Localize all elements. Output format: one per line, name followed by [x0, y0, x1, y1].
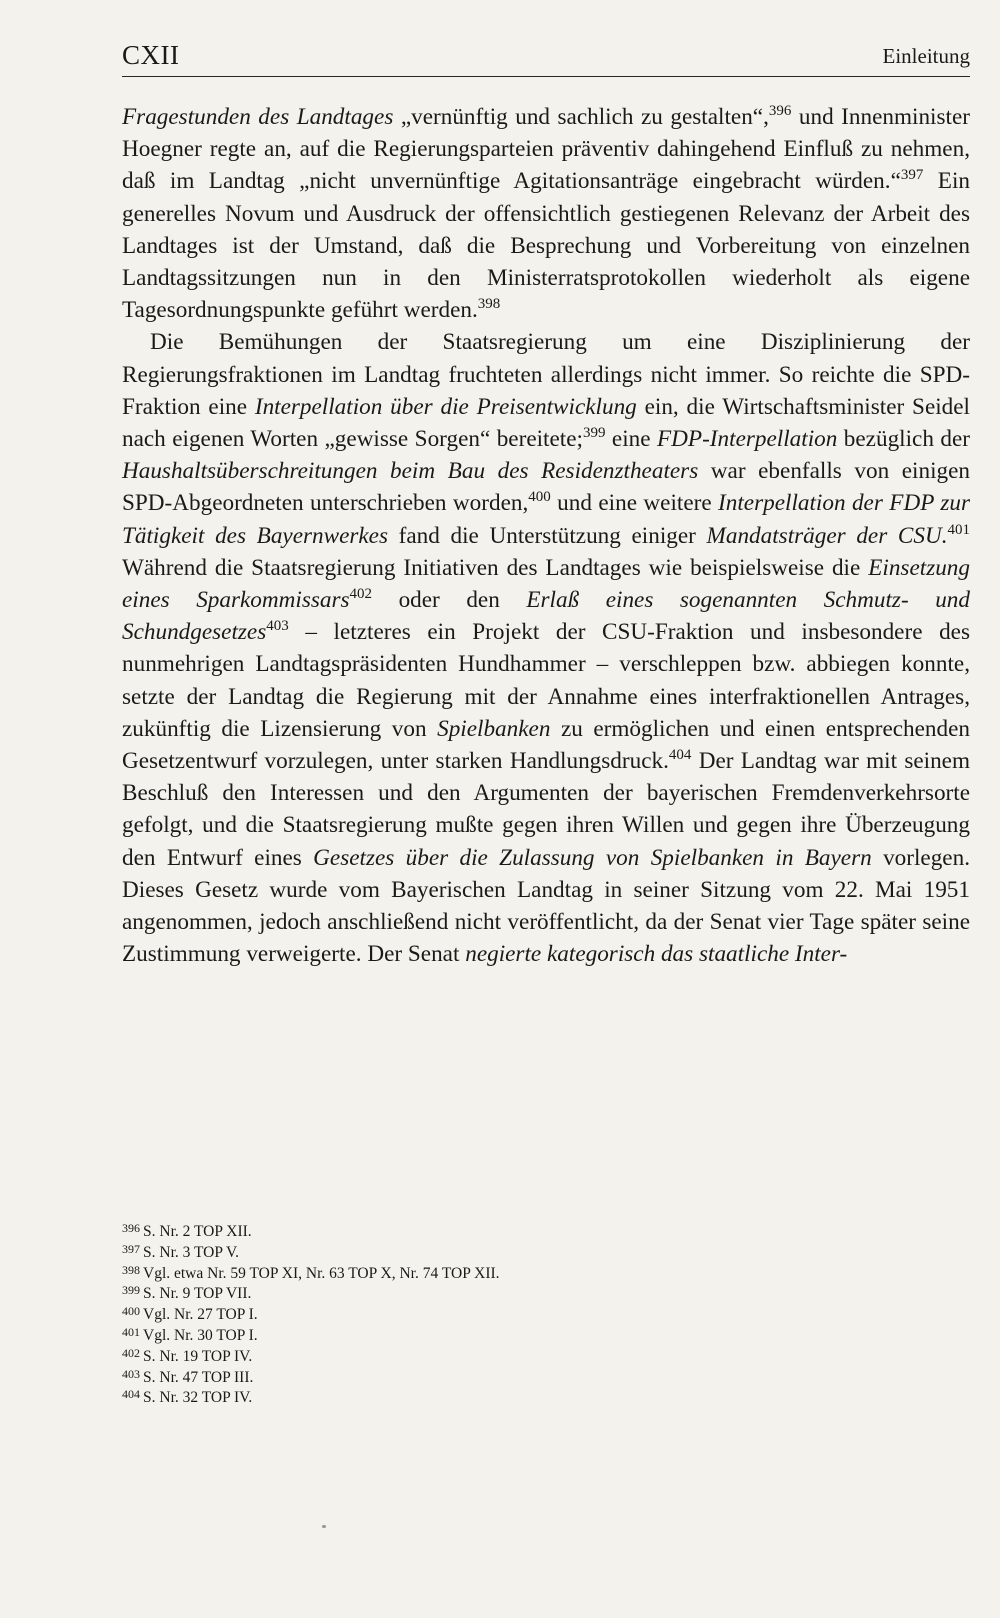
italic-text: Mandatsträger der CSU. [706, 522, 948, 549]
text-run: Der Landtag war mit seinem Beschluß den Interessen und den Argumenten der bayerischen Fremdenverkehrsorte gefolgt, und die Staatsregierung mußte gegen ihren Willen und gegen ihre Überzeugung den Entwurf eines [122, 748, 970, 871]
footnote-text: S. Nr. 19 TOP IV. [143, 1347, 253, 1365]
text-run: „vernünftig und sachlich zu gestalten“, [393, 104, 769, 130]
footnote-number: 403 [122, 1366, 140, 1381]
footnote-reference: 404 [668, 747, 692, 764]
footnote [122, 1326, 822, 1347]
text-run: oder den [372, 587, 527, 614]
running-title: Einleitung [882, 44, 970, 68]
footnote-reference: 400 [528, 489, 551, 506]
footnote [122, 1388, 822, 1409]
italic-text: FDP-Interpellation [657, 426, 838, 453]
footnote [122, 1347, 822, 1368]
footnotes [122, 1222, 822, 1409]
footnote-text: S. Nr. 3 TOP V. [143, 1243, 240, 1261]
italic-text: Interpellation über die Preisentwicklung [254, 393, 637, 420]
footnote-text: S. Nr. 47 TOP III. [143, 1368, 254, 1386]
page-header [122, 40, 970, 77]
text-run: bezüglich der [837, 426, 970, 453]
body-text [122, 101, 970, 970]
italic-text: negierte kategorisch das staatliche Inter- [465, 941, 848, 968]
italic-text: Interpellation der FDP zur Tätigkeit des Bayernwerkes [122, 490, 970, 549]
text-run: – letzteres ein Projekt der CSU-Fraktion und insbesondere des nunmehrigen Landtagspräsidenten Hundhammer – verschleppen bzw. abbiegen konnte, setzte der Landtag die Regierung mit der Annahme eines interfraktionellen Antrages, zukünftig die Lizensierung von [122, 619, 970, 742]
footnote-number: 400 [122, 1304, 140, 1319]
paragraph [122, 326, 970, 970]
text-run: eine [605, 426, 658, 453]
footnote-reference: 401 [947, 521, 970, 538]
text-run: vorlegen. Dieses Gesetz wurde vom Bayerischen Landtag in seiner Sitzung vom 22. Mai 1951 angenommen, jedoch anschließend nicht veröffentlicht, da der Senat vier Tage später seine Zustimmung verweigerte. Der Senat [122, 844, 970, 968]
footnote-reference: 403 [266, 618, 289, 635]
footnote-text: Vgl. Nr. 30 TOP I. [143, 1326, 258, 1344]
footnote-number: 404 [122, 1387, 140, 1402]
footnote-text: Vgl. etwa Nr. 59 TOP XI, Nr. 63 TOP X, Nr. 74 TOP XII. [143, 1264, 500, 1282]
text-run: war ebenfalls von einigen SPD-Abgeordneten unterschrieben worden, [122, 458, 971, 517]
text-run: zu ermöglichen und einen entsprechenden Gesetzentwurf vorzulegen, unter starken Handlungsdruck. [122, 715, 970, 775]
footnote-number: 398 [122, 1262, 140, 1277]
footnote-number: 396 [122, 1221, 140, 1235]
footnote-reference: 397 [900, 167, 924, 184]
footnote-number: 402 [122, 1345, 140, 1360]
footnote [122, 1264, 822, 1285]
text-run: und eine weitere [550, 490, 719, 517]
footnote [122, 1305, 822, 1326]
italic-text: Erlaß eines sogenannten Schmutz- und Schundgesetzes [122, 587, 970, 646]
italic-text: Einsetzung eines Sparkommissars [122, 554, 970, 614]
footnote [122, 1284, 822, 1305]
text-run: und Innenminister Hoegner regte an, auf die Regierungsparteien präventiv dahingehend Einfluß zu nehmen, daß im Landtag „nicht unvernünftige Agitationsanträge eingebracht würden.“ [122, 104, 970, 195]
text-run: Die Bemühungen der Staatsregierung um eine Disziplinierung der Regierungsfraktionen im Landtag fruchteten allerdings nicht immer. So reichte die SPD-Fraktion eine [122, 329, 970, 420]
italic-text: Haushaltsüberschreitungen beim Bau des Residenztheaters [122, 458, 699, 485]
page-speck [322, 1525, 326, 1528]
footnote-reference: 399 [582, 425, 606, 442]
footnote-number: 397 [122, 1241, 140, 1256]
text-run: fand die Unterstützung einiger [388, 522, 707, 549]
text-run: ein, die Wirtschaftsminister Seidel nach eigenen Worten „gewisse Sorgen“ bereitete; [122, 393, 971, 453]
paragraph [122, 101, 970, 326]
text-run: Ein generelles Novum und Ausdruck der offensichtlich gestiegenen Relevanz der Arbeit des Landtages ist der Umstand, daß die Besprechung und Vorbereitung von einzelnen Landtagssitzungen nun in den Ministerratsprotokollen wiederholt als eigene Tagesordnungspunkte geführt werden. [122, 168, 970, 324]
footnote-reference: 402 [349, 586, 373, 603]
footnote-reference: 396 [768, 103, 792, 119]
italic-text: Fragestunden des Landtages [122, 104, 394, 130]
footnote-text: S. Nr. 32 TOP IV. [143, 1389, 253, 1407]
italic-text: Spielbanken [437, 715, 551, 742]
footnote-number: 399 [122, 1283, 140, 1298]
footnote-text: S. Nr. 2 TOP XII. [143, 1223, 252, 1240]
footnote-text: Vgl. Nr. 27 TOP I. [143, 1306, 258, 1324]
footnote [122, 1222, 822, 1243]
footnote-text: S. Nr. 9 TOP VII. [143, 1285, 252, 1303]
text-run: Während die Staatsregierung Initiativen des Landtages wie beispielsweise die [122, 554, 869, 581]
footnote-reference: 398 [477, 296, 501, 313]
italic-text: Gesetzes über die Zulassung von Spielbanken in Bayern [313, 844, 872, 871]
footnote-number: 401 [122, 1324, 140, 1339]
page-number: CXII [122, 40, 180, 70]
footnote [122, 1368, 822, 1389]
footnote [122, 1243, 822, 1264]
